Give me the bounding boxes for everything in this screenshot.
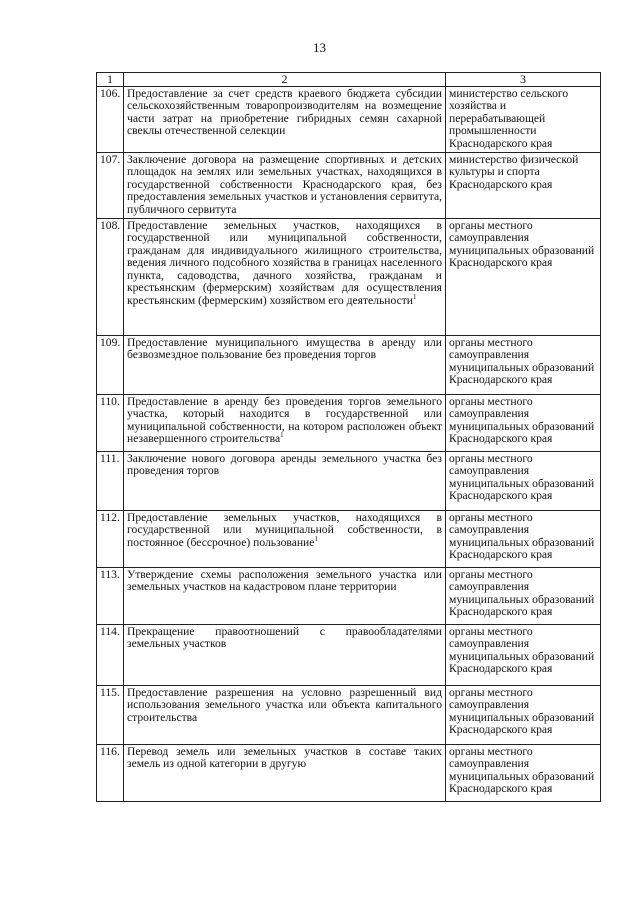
service-description-cell [124, 625, 446, 686]
responsible-agency: органы местного самоуправления муниципальных образований Краснодарского края [446, 336, 601, 395]
table-row [97, 87, 601, 153]
row-number: 114. [97, 625, 124, 686]
responsible-agency: органы местного самоуправления муниципальных образований Краснодарского края [446, 745, 601, 802]
service-description: Предоставление разрешения на условно разрешенный вид использования земельного участка или объекта капитального строительства [127, 686, 442, 724]
table-row [97, 336, 601, 395]
table-row [97, 219, 601, 336]
responsible-agency: органы местного самоуправления муниципальных образований Краснодарского края [446, 625, 601, 686]
service-description-cell [124, 686, 446, 745]
row-number: 112. [97, 511, 124, 568]
service-description: Предоставление за счет средств краевого бюджета субсидии сельскохозяйственным товаропроизводителям на возмещение части затрат на приобретение гибридных семян сахарной свеклы отечественной селекции [127, 87, 442, 138]
service-description-cell [124, 219, 446, 336]
table-row [97, 625, 601, 686]
service-description: Предоставление муниципального имущества в аренду или безвозмездное пользование без проведения торгов [127, 336, 442, 362]
row-number: 109. [97, 336, 124, 395]
responsible-agency: органы местного самоуправления муниципальных образований Краснодарского края [446, 568, 601, 625]
service-description-cell [124, 336, 446, 395]
table-row [97, 745, 601, 802]
service-description: Утверждение схемы расположения земельного участка или земельных участков на кадастровом плане территории [127, 568, 442, 594]
column-header-service: 2 [124, 73, 446, 87]
service-description-cell [124, 568, 446, 625]
table-row [97, 686, 601, 745]
page-number: 13 [313, 40, 326, 55]
table-body [97, 87, 601, 802]
column-header-agency: 3 [446, 73, 601, 87]
table-row [97, 452, 601, 511]
service-description: Прекращение правоотношений с правообладателями земельных участков [127, 625, 442, 651]
service-description-cell [124, 452, 446, 511]
row-number: 115. [97, 686, 124, 745]
responsible-agency: органы местного самоуправления муниципальных образований Краснодарского края [446, 395, 601, 452]
responsible-agency: органы местного самоуправления муниципальных образований Краснодарского края [446, 511, 601, 568]
responsible-agency: министерство сельского хозяйства и перерабатывающей промышленности Краснодарского края [446, 87, 601, 153]
table-header-row [97, 73, 601, 87]
service-description-cell [124, 87, 446, 153]
table-row [97, 153, 601, 219]
footnote-marker: 1 [314, 535, 318, 544]
table-row [97, 568, 601, 625]
responsible-agency: органы местного самоуправления муниципальных образований Краснодарского края [446, 686, 601, 745]
row-number: 116. [97, 745, 124, 802]
table-row [97, 395, 601, 452]
footnote-marker: 1 [412, 292, 417, 301]
row-number: 111. [97, 452, 124, 511]
service-description: Предоставление земельных участков, находящихся в государственной или муниципальной собственности, гражданам для индивидуального жилищного строительства, ведения личного подсобного хозяйства в границах населенного пункта, садоводства, дачного хозяйства, гражданам и крестьянским (фермерским) хозяйствам для осуществления крестьянским (фермерским) хозяйством его деятельности [127, 219, 442, 307]
service-description: Предоставление в аренду без проведения торгов земельного участка, который находится в государственной или муниципальной собственности, на котором расположен объект незавершенного строительства [127, 395, 442, 446]
row-number: 107. [97, 153, 124, 219]
service-description: Заключение нового договора аренды земельного участка без проведения торгов [127, 452, 442, 478]
row-number: 110. [97, 395, 124, 452]
service-description: Заключение договора на размещение спортивных и детских площадок на землях или земельных участках, находящихся в государственной собственности Краснодарского края, без предоставления земельных участков и установления сервитута, публичного сервитута [127, 153, 442, 216]
table-row [97, 511, 601, 568]
service-description: Перевод земель или земельных участков в составе таких земель из одной категории в другую [127, 745, 442, 771]
service-description: Предоставление земельных участков, находящихся в государственной или муниципальной собственности, в постоянное (бессрочное) пользование [127, 511, 442, 549]
responsible-agency: органы местного самоуправления муниципальных образований Краснодарского края [446, 452, 601, 511]
service-description-cell [124, 745, 446, 802]
service-description-cell [124, 153, 446, 219]
responsible-agency: министерство физической культуры и спорта Краснодарского края [446, 153, 601, 219]
footnote-marker: 1 [280, 431, 284, 440]
row-number: 108. [97, 219, 124, 336]
services-table [96, 72, 601, 802]
service-description-cell [124, 511, 446, 568]
column-header-number: 1 [97, 73, 124, 87]
service-description-cell [124, 395, 446, 452]
row-number: 106. [97, 87, 124, 153]
row-number: 113. [97, 568, 124, 625]
responsible-agency: органы местного самоуправления муниципальных образований Краснодарского края [446, 219, 601, 336]
